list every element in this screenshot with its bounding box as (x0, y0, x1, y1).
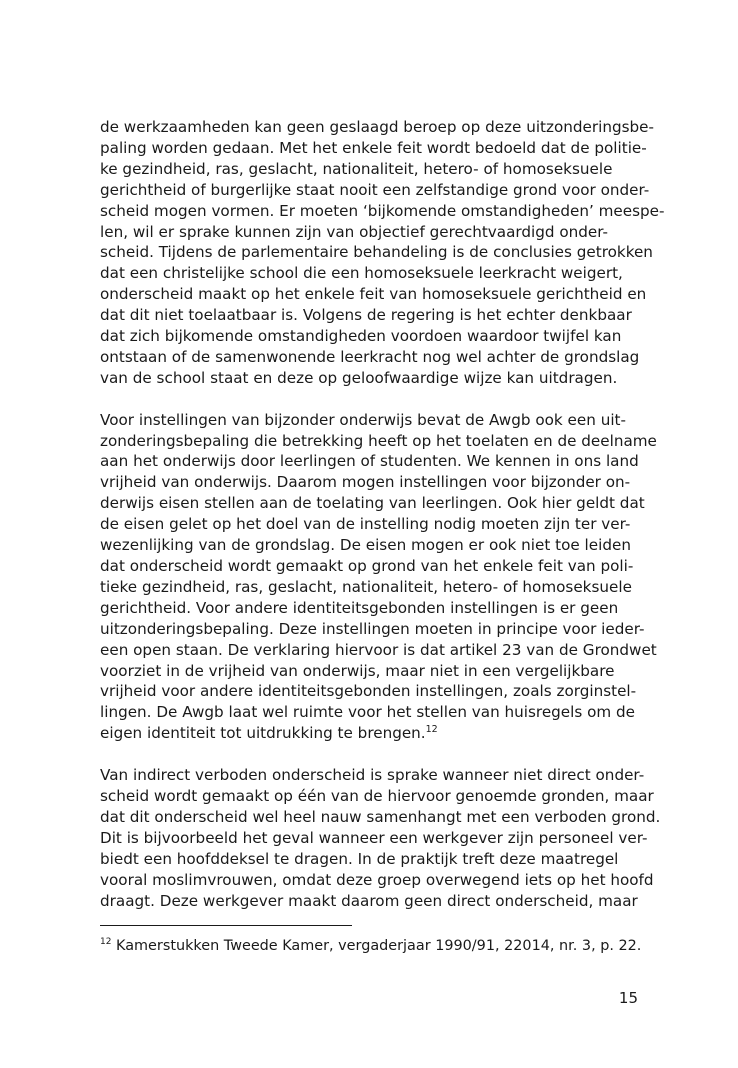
text-line: Van indirect verboden onderscheid is sprake wanneer niet direct onder- (100, 766, 645, 785)
text-line: scheid. Tijdens de parlementaire behandeling is de conclusies getrokken (100, 243, 653, 262)
footnote-reference[interactable]: 12 (425, 724, 438, 736)
text-line: dat een christelijke school die een homoseksuele leerkracht weigert, (100, 264, 623, 283)
text-line: gerichtheid of burgerlijke staat nooit een zelfstandige grond voor onder- (100, 180, 650, 199)
text-line: Voor instellingen van bijzonder onderwijs bevat de Awgb ook een uit- (100, 410, 626, 429)
text-line: derwijs eisen stellen aan de toelating van leerlingen. Ook hier geldt dat (100, 494, 645, 513)
text-line: zonderingsbepaling die betrekking heeft op het toelaten en de deelname (100, 431, 657, 450)
paragraph-2 (100, 410, 660, 745)
text-line: van de school staat en deze op geloofwaardige wijze kan uitdragen. (100, 368, 618, 387)
text-line: voorziet in de vrijheid van onderwijs, maar niet in een vergelijkbare (100, 661, 615, 680)
footnote-separator (100, 925, 352, 926)
text-line: wezenlijking van de grondslag. De eisen mogen er ook niet toe leiden (100, 536, 631, 555)
text-line: dat dit niet toelaatbaar is. Volgens de regering is het echter denkbaar (100, 306, 632, 325)
text-line: scheid mogen vormen. Er moeten ‘bijkomende omstandigheden’ meespe- (100, 201, 665, 220)
footnote-text: Kamerstukken Tweede Kamer, vergaderjaar 1990/91, 22014, nr. 3, p. 22. (116, 938, 642, 954)
text-line: vrijheid voor andere identiteitsgebonden instellingen, zoals zorginstel- (100, 682, 637, 701)
text-line: een open staan. De verklaring hiervoor is dat artikel 23 van de Grondwet (100, 640, 657, 659)
text-line: onderscheid maakt op het enkele feit van homoseksuele gerichtheid en (100, 285, 647, 304)
text-line: dat onderscheid wordt gemaakt op grond van het enkele feit van poli- (100, 557, 634, 576)
paragraph-3 (100, 765, 660, 911)
text-line: uitzonderingsbepaling. Deze instellingen moeten in principe voor ieder- (100, 619, 645, 638)
text-line: biedt een hoofddeksel te dragen. In de praktijk treft deze maatregel (100, 849, 619, 868)
text-line-content: eigen identiteit tot uitdrukking te brengen. (100, 724, 426, 743)
footnote-number: 12 (100, 937, 112, 948)
text-line: vooral moslimvrouwen, omdat deze groep overwegend iets op het hoofd (100, 870, 654, 889)
text-line: paling worden gedaan. Met het enkele feit wordt bedoeld dat de politie- (100, 138, 647, 157)
footnote (100, 936, 660, 956)
page-body (100, 117, 665, 911)
text-line: aan het onderwijs door leerlingen of studenten. We kennen in ons land (100, 452, 639, 471)
text-line: Dit is bijvoorbeeld het geval wanneer een werkgever zijn personeel ver- (100, 828, 648, 847)
text-line: draagt. Deze werkgever maakt daarom geen direct onderscheid, maar (100, 891, 638, 910)
text-line: gerichtheid. Voor andere identiteitsgebonden instellingen is er geen (100, 598, 619, 617)
text-line: de werkzaamheden kan geen geslaagd beroep op deze uitzonderingsbe- (100, 118, 654, 136)
text-line: ontstaan of de samenwonende leerkracht nog wel achter de grondslag (100, 347, 640, 366)
text-line: dat zich bijkomende omstandigheden voordoen waardoor twijfel kan (100, 327, 622, 346)
text-line: scheid wordt gemaakt op één van de hiervoor genoemde gronden, maar (100, 786, 654, 805)
text-line-with-footnote (100, 723, 660, 744)
paragraph-1 (100, 117, 665, 389)
text-line: dat dit onderscheid wel heel nauw samenhangt met een verboden grond. (100, 807, 661, 826)
text-line: len, wil er sprake kunnen zijn van objectief gerechtvaardigd onder- (100, 222, 609, 241)
text-line: tieke gezindheid, ras, geslacht, nationaliteit, hetero- of homoseksuele (100, 577, 632, 596)
page-number: 15 (618, 989, 638, 1007)
text-line: ke gezindheid, ras, geslacht, nationaliteit, hetero- of homoseksuele (100, 159, 613, 178)
text-line: vrijheid van onderwijs. Daarom mogen instellingen voor bijzonder on- (100, 473, 631, 492)
text-line: lingen. De Awgb laat wel ruimte voor het stellen van huisregels om de (100, 703, 636, 722)
text-line: de eisen gelet op het doel van de instelling nodig moeten zijn ter ver- (100, 515, 631, 534)
